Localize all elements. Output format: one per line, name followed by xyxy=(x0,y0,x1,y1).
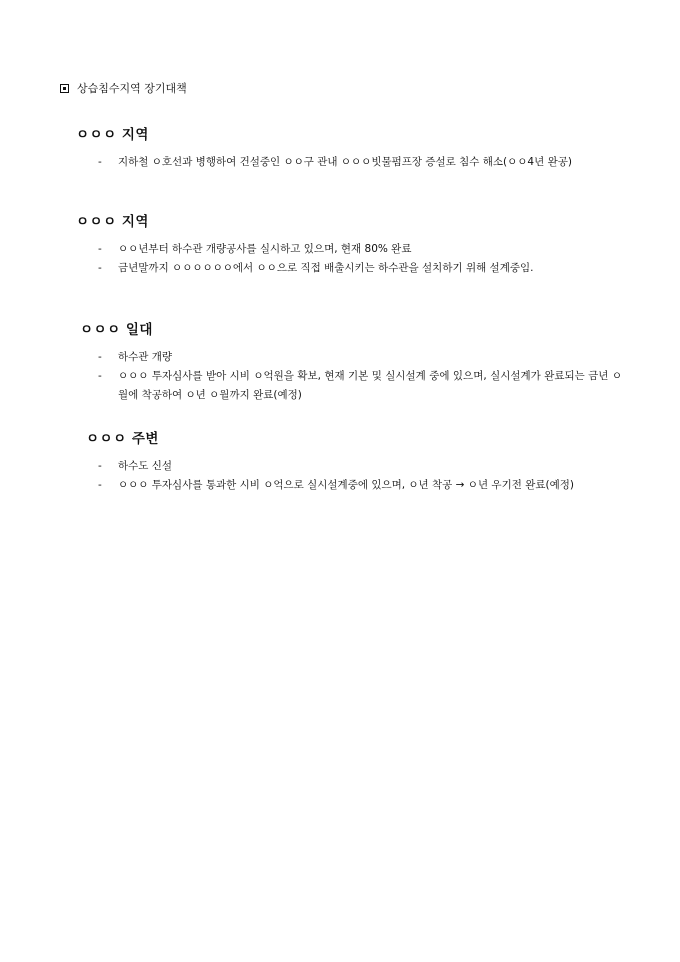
section-1 xyxy=(76,123,636,172)
list-item xyxy=(98,476,622,495)
dash-bullet: - xyxy=(98,262,102,274)
dash-bullet: - xyxy=(98,460,102,472)
list-item xyxy=(98,153,622,172)
dash-bullet: - xyxy=(98,351,102,363)
section-items xyxy=(98,457,622,495)
list-item-text: 하수도 신설 xyxy=(118,460,173,472)
dash-bullet: - xyxy=(98,479,102,491)
list-item xyxy=(98,457,622,476)
section-4 xyxy=(86,427,646,495)
section-items xyxy=(98,240,622,278)
section-3 xyxy=(80,318,640,405)
list-item-text: ㅇㅇㅇ 투자심사를 통과한 시비 ㅇ억으로 실시설계중에 있으며, ㅇ년 착공 → ㅇ년 우기전 완료(예정) xyxy=(118,479,574,491)
list-item-text: 금년말까지 ㅇㅇㅇㅇㅇㅇ에서 ㅇㅇ으로 직접 배출시키는 하수관을 설치하기 위해 설계중임. xyxy=(118,262,534,274)
dash-bullet: - xyxy=(98,243,102,255)
section-heading: ㅇㅇㅇ 지역 xyxy=(76,214,149,230)
list-item xyxy=(98,240,622,259)
dash-bullet: - xyxy=(98,370,102,382)
section-heading: ㅇㅇㅇ 주변 xyxy=(86,431,159,447)
list-item-text: ㅇㅇㅇ 투자심사를 받아 시비 ㅇ억원을 확보, 현재 기본 및 실시설계 중에 있으며, 실시설계가 완료되는 금년 ㅇ월에 착공하여 ㅇ년 ㅇ월까지 완료(예정) xyxy=(118,370,622,401)
section-heading: ㅇㅇㅇ 일대 xyxy=(80,322,153,338)
list-item xyxy=(98,348,622,367)
filled-square-bullet-icon xyxy=(60,84,69,93)
section-2 xyxy=(76,210,636,278)
list-item xyxy=(98,367,622,405)
section-heading: ㅇㅇㅇ 지역 xyxy=(76,127,149,143)
list-item-text: 하수관 개량 xyxy=(118,351,173,363)
document-title xyxy=(60,80,187,96)
list-item xyxy=(98,259,622,278)
list-item-text: ㅇㅇ년부터 하수관 개량공사를 실시하고 있으며, 현재 80% 완료 xyxy=(118,243,412,255)
dash-bullet: - xyxy=(98,156,102,168)
list-item-text: 지하철 ㅇ호선과 병행하여 건설중인 ㅇㅇ구 관내 ㅇㅇㅇ빗물펌프장 증설로 침수 해소(ㅇㅇ4년 완공) xyxy=(118,156,572,168)
section-items xyxy=(98,348,622,405)
document-title-text: 상습침수지역 장기대책 xyxy=(77,82,187,95)
section-items xyxy=(98,153,622,172)
